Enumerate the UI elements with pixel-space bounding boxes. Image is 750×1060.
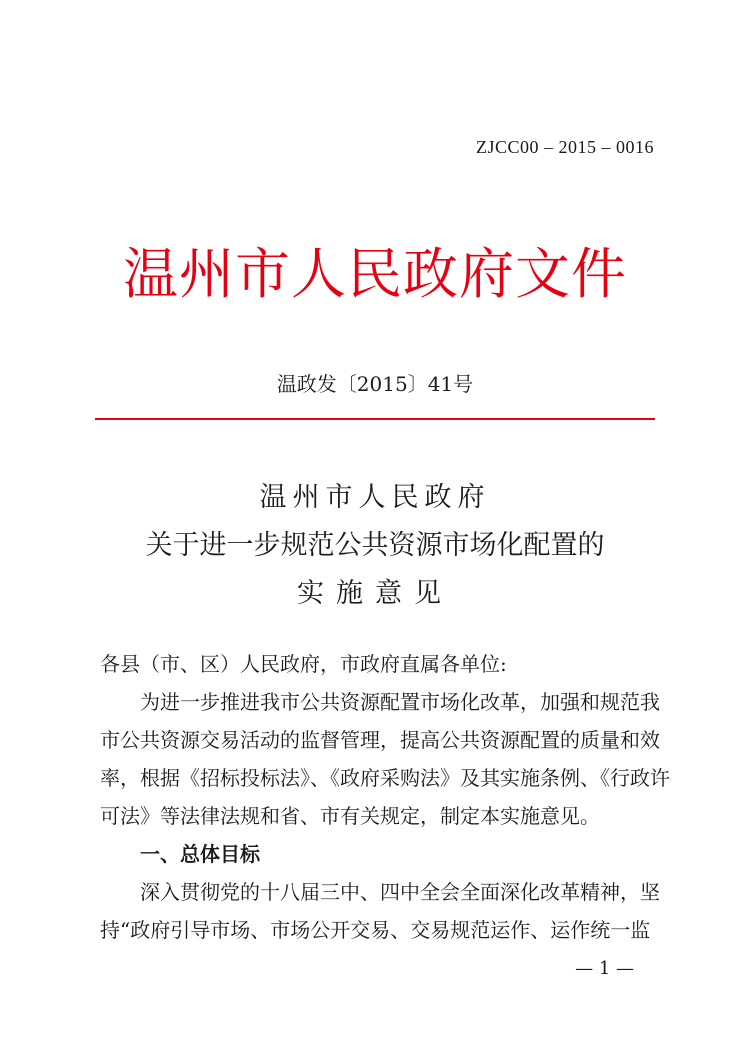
issuer-header: 温州市人民政府文件 xyxy=(122,242,627,306)
red-divider xyxy=(95,418,655,420)
section-heading: 一、总体目标 xyxy=(140,842,260,866)
document-title xyxy=(0,474,750,618)
paragraph-line: 持“政府引导市场、市场公开交易、交易规范运作、运作统一监 xyxy=(100,918,651,942)
paragraph-line: 可法》等法律法规和省、市有关规定，制定本实施意见。 xyxy=(100,804,600,828)
paragraph-line: 市公共资源交易活动的监督管理，提高公共资源配置的质量和效 xyxy=(100,728,660,752)
document-number: 温政发〔2015〕41号 xyxy=(276,372,474,396)
document-body xyxy=(100,645,670,949)
title-line-1: 温州市人民政府 xyxy=(259,482,491,513)
title-line-3: 实施意见 xyxy=(297,578,453,609)
document-code: ZJCC00 – 2015 – 0016 xyxy=(475,137,654,157)
salutation: 各县（市、区）人民政府，市政府直属各单位: xyxy=(100,652,507,676)
title-line-2: 关于进一步规范公共资源市场化配置的 xyxy=(145,530,605,561)
paragraph-line: 率，根据《招标投标法》、《政府采购法》及其实施条例、《行政许 xyxy=(100,766,670,790)
paragraph-line: 为进一步推进我市公共资源配置市场化改革，加强和规范我 xyxy=(140,690,660,714)
page-number: — 1 — xyxy=(575,958,634,979)
paragraph-line: 深入贯彻党的十八届三中、四中全会全面深化改革精神，坚 xyxy=(140,880,660,904)
